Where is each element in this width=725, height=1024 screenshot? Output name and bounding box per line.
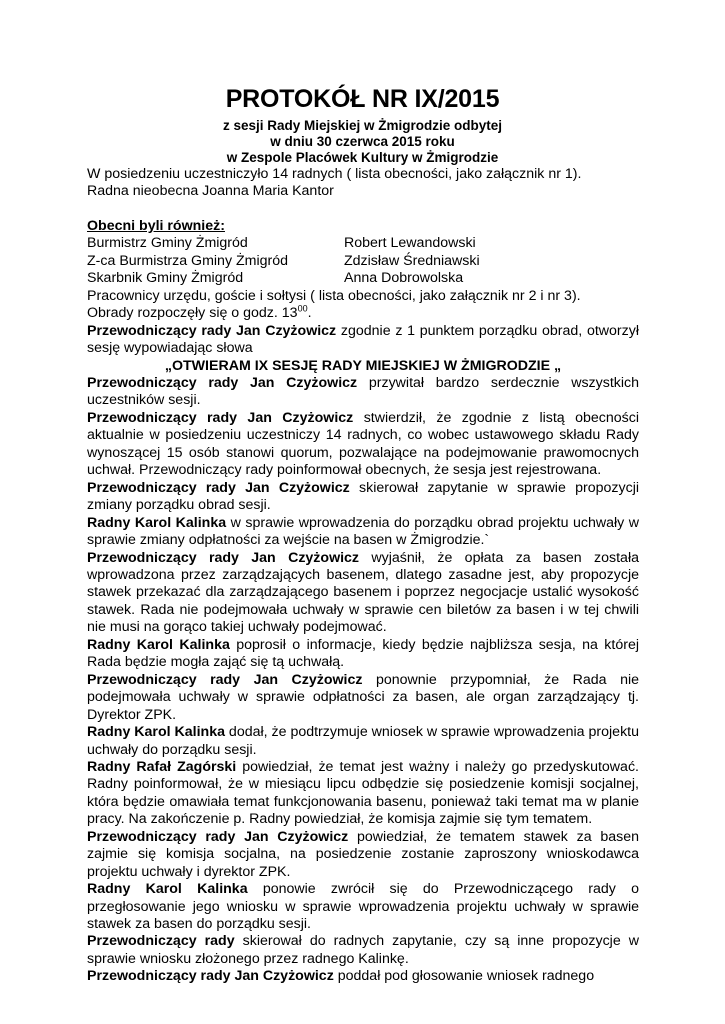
statement: ponownie przypomniał, że Rada nie podejmowała uchwały w sprawie odpłatności za basen, ale organ zarządzający tj. Dyrektor ZPK. [87, 671, 639, 723]
attendance-line: W posiedzeniu uczestniczyło 14 radnych ( lista obecności, jako załącznik nr 1). [87, 166, 582, 182]
statement: poddał pod głosowanie wniosek radnego [333, 968, 595, 985]
speaker: Przewodniczący rady Jan Czyżowicz [87, 479, 350, 496]
statement: wyjaśnił, że opłata za basen została wprowadzona przez zarządzających basenem, dlatego zasadne jest, aby propozycje stawek przekazać dla zarządzającego basenem i poprzez negocjacje ustalić wysokość stawek. Rada nie podejmowała uchwały w sprawie cen biletów za basen i w tej chwili nie musi na gorąco takiej uchwały podejmować. [87, 549, 639, 636]
present-row [87, 235, 639, 252]
speaker: Przewodniczący rady [87, 933, 235, 950]
protocol-body [87, 166, 639, 986]
present-person: Robert Lewandowski [344, 235, 476, 252]
minutes-paragraph [87, 968, 639, 985]
present-person: Zdzisław Średniawski [344, 252, 480, 269]
minutes-paragraph [87, 410, 639, 480]
other-attendees: Pracownicy urzędu, goście i sołtysi ( lista obecności, jako załącznik nr 2 i nr 3). [87, 287, 581, 304]
minutes-paragraph [87, 933, 639, 968]
minutes-paragraph [87, 672, 639, 724]
speaker: Przewodniczący rady Jan Czyżowicz [87, 671, 363, 688]
statement: przywitał bardzo serdecznie wszystkich uczestników sesji. [87, 374, 639, 409]
present-row [87, 253, 639, 270]
minutes-paragraph [87, 637, 639, 672]
absent-line: Radna nieobecna Joanna Maria Kantor [87, 183, 334, 200]
minutes-paragraph [87, 375, 639, 410]
statement: powiedział, że tematem stawek za basen zajmie się komisja socjalna, na posiedzenie zostanie zaproszony wnioskodawca projektu uchwały i dyrektor ZPK. [87, 828, 640, 880]
speaker: Przewodniczący rady Jan Czyżowicz [87, 968, 334, 985]
protocol-subtitle [0, 118, 725, 166]
speaker: Radny Karol Kalinka [87, 881, 248, 898]
present-role: Burmistrz Gminy Żmigród [87, 235, 248, 252]
statement: dodał, że podtrzymuje wniosek w sprawie wprowadzenia projektu uchwały do porządku sesji. [87, 724, 639, 758]
speaker: Przewodniczący rady Jan Czyżowicz [87, 828, 349, 845]
speaker: Przewodniczący rady Jan Czyżowicz [87, 409, 354, 426]
present-role: Z-ca Burmistrza Gminy Żmigród [87, 252, 289, 269]
statement: ponowie zwrócił się do Przewodniczącego rady o przegłosowanie jego wniosku w sprawie wprowadzenia projektu uchwały w sprawie stawek za basen do porządku sesji. [87, 881, 639, 933]
minutes-paragraph [87, 515, 639, 550]
statement: skierował do radnych zapytanie, czy są inne propozycje w sprawie wniosku złożonego przez radnego Kalinkę. [87, 933, 640, 967]
minutes-paragraph [87, 724, 639, 759]
present-row [87, 270, 639, 287]
speaker: Przewodniczący rady Jan Czyżowicz [87, 322, 337, 339]
minutes-paragraph [87, 829, 639, 881]
statement: poprosił o informacje, kiedy będzie najbliższa sesja, na której Rada będzie mogła zająć się tą uchwałą. [87, 636, 639, 671]
present-heading: Obecni byli również: [87, 217, 225, 234]
speaker: Radny Karol Kalinka [87, 636, 230, 653]
statement: powiedział, że temat jest ważny i należy go przedyskutować. Radny poinformował, że w miesiącu lipcu odbędzie się posiedzenie komisji socjalnej, która będzie omawiała temat funkcjonowania basenu, ponieważ taki temat ma w planie pracy. Na zakończenie p. Radny powiedział, że komisja zajmie się tym tematem. [87, 758, 639, 828]
start-time: Obrady rozpoczęły się o godz. $13^{00}$. [87, 303, 312, 322]
speaker: Radny Karol Kalinka [87, 724, 225, 741]
minutes-paragraph [87, 480, 639, 515]
minutes-paragraph [87, 881, 639, 933]
subtitle-line: z sesji Rady Miejskiej w Żmigrodzie odbytej [222, 118, 503, 133]
speaker: Przewodniczący rady Jan Czyżowicz [87, 549, 360, 566]
opening-paragraph [87, 323, 639, 358]
statement: stwierdził, że zgodnie z listą obecności aktualnie w posiedzeniu uczestniczy 14 radnych, co wobec ustawowego składu Rady wynoszącej 15 osób stanowi quorum, pozwalające na podejmowanie prawomocnych uchwał. Przewodniczący rady poinformował obecnych, że sesja jest rejestrowana. [87, 409, 640, 479]
present-person: Anna Dobrowolska [344, 270, 464, 287]
minutes-paragraph [87, 550, 639, 637]
speaker: Przewodniczący rady Jan Czyżowicz [87, 374, 358, 391]
subtitle-line: w dniu 30 czerwca 2015 roku [270, 134, 455, 149]
minutes-paragraph [87, 759, 639, 829]
protocol-title: PROTOKÓŁ NR IX/2015 [225, 85, 500, 113]
opening-quote: „OTWIERAM IX SESJĘ RADY MIEJSKIEJ W ŻMIGRODZIE „ [164, 357, 562, 374]
statement: zgodnie z 1 punktem porządku obrad, otworzył sesję wypowiadając słowa [87, 322, 639, 357]
present-role: Skarbnik Gminy Żmigród [87, 270, 244, 287]
subtitle-line: w Zespole Placówek Kultury w Żmigrodzie [226, 150, 499, 165]
speaker: Radny Rafał Zagórski [87, 758, 237, 775]
minutes-list [87, 375, 639, 986]
statement: skierował zapytanie w sprawie propozycji zmiany porządku obrad sesji. [87, 479, 639, 514]
statement: w sprawie wprowadzenia do porządku obrad projektu uchwały w sprawie zmiany odpłatności za wejście na basen w Żmigrodzie.` [87, 514, 639, 549]
speaker: Radny Karol Kalinka [87, 514, 227, 531]
